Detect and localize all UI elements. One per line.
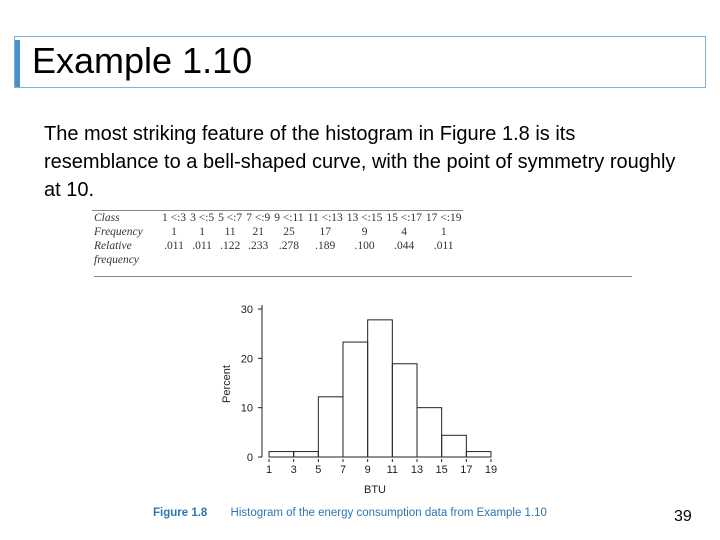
- class-cell: 11 <:13: [307, 212, 343, 224]
- x-tick-label: 17: [460, 464, 473, 476]
- row-header-frequency-sub: frequency: [94, 254, 139, 266]
- y-tick-label: 30: [240, 304, 253, 316]
- histogram-bar: [269, 452, 294, 457]
- x-tick-label: 5: [315, 464, 322, 476]
- frequency-table: [92, 210, 463, 267]
- frequency-cell: 1: [440, 226, 447, 238]
- relative-cell: .278: [278, 240, 299, 252]
- class-cell: 15 <:17: [386, 212, 422, 224]
- y-tick-label: 20: [240, 353, 253, 366]
- class-cell: 13 <:15: [346, 212, 383, 224]
- histogram-bar: [466, 452, 491, 457]
- relative-cell: .233: [248, 240, 269, 252]
- x-tick-label: 19: [484, 464, 498, 476]
- row-header-relative: Relative: [94, 240, 132, 252]
- histogram-bar: [417, 408, 442, 457]
- relative-cell: .011: [433, 240, 454, 252]
- frequency-cell: 21: [252, 226, 264, 238]
- row-header-frequency: Frequency: [94, 226, 143, 238]
- y-axis-label: Percent: [221, 365, 233, 403]
- frequency-cell: 25: [283, 226, 295, 238]
- relative-cell: .011: [192, 240, 212, 252]
- class-cell: 1 <:3: [162, 212, 187, 224]
- histogram-bar: [392, 364, 417, 457]
- table-bottom-rule: [94, 276, 632, 277]
- histogram-bar: [343, 342, 368, 457]
- x-tick-label: 11: [386, 464, 399, 476]
- x-axis-label: BTU: [364, 484, 386, 496]
- relative-row: [92, 239, 463, 253]
- class-cell: 17 <:19: [425, 212, 462, 224]
- figure-caption: [153, 507, 547, 519]
- histogram-bar: [368, 320, 393, 457]
- frequency-row: [92, 225, 463, 239]
- frequency-cell: 1: [171, 226, 177, 238]
- relative-cell: .011: [164, 240, 184, 252]
- x-tick-label: 3: [290, 464, 297, 476]
- relative-cell: .189: [315, 240, 336, 252]
- histogram-bar: [442, 435, 467, 457]
- frequency-cell: 1: [199, 226, 205, 238]
- histogram-bar: [294, 452, 319, 457]
- x-tick-label: 1: [265, 464, 273, 476]
- x-tick-label: 15: [435, 464, 448, 476]
- x-tick-label: 13: [410, 464, 424, 476]
- class-cell: 3 <:5: [190, 212, 215, 224]
- relative-cell: .122: [220, 240, 241, 252]
- x-tick-label: 9: [364, 464, 371, 476]
- frequency-cell: 17: [319, 226, 331, 238]
- page-number: 39: [674, 508, 692, 525]
- frequency-cell: 11: [224, 226, 236, 238]
- figure-caption-text: Histogram of the energy consumption data from Example 1.10: [230, 507, 547, 519]
- frequency-cell: 9: [361, 226, 368, 238]
- class-cell: 7 <:9: [246, 212, 271, 224]
- frequency-cell: 4: [401, 226, 407, 238]
- x-tick-label: 7: [339, 464, 347, 476]
- histogram-bar: [318, 397, 343, 457]
- class-cell: 9 <:11: [274, 212, 304, 224]
- figure-label: Figure 1.8: [153, 507, 208, 519]
- relative-cell: .044: [394, 240, 415, 252]
- body-paragraph: The most striking feature of the histogram in Figure 1.8 is its resemblance to a bell-shaped curve, with the point of symmetry roughly at 10.: [44, 123, 676, 201]
- class-cell: 5 <:7: [218, 212, 243, 224]
- relative-row-continued: [92, 253, 463, 267]
- y-tick-label: 10: [240, 402, 253, 415]
- slide-title: Example 1.10: [32, 40, 253, 81]
- relative-cell: .100: [354, 240, 375, 252]
- row-header-class: Class: [92, 211, 160, 226]
- y-tick-label: 0: [246, 452, 253, 464]
- class-row: [92, 211, 463, 226]
